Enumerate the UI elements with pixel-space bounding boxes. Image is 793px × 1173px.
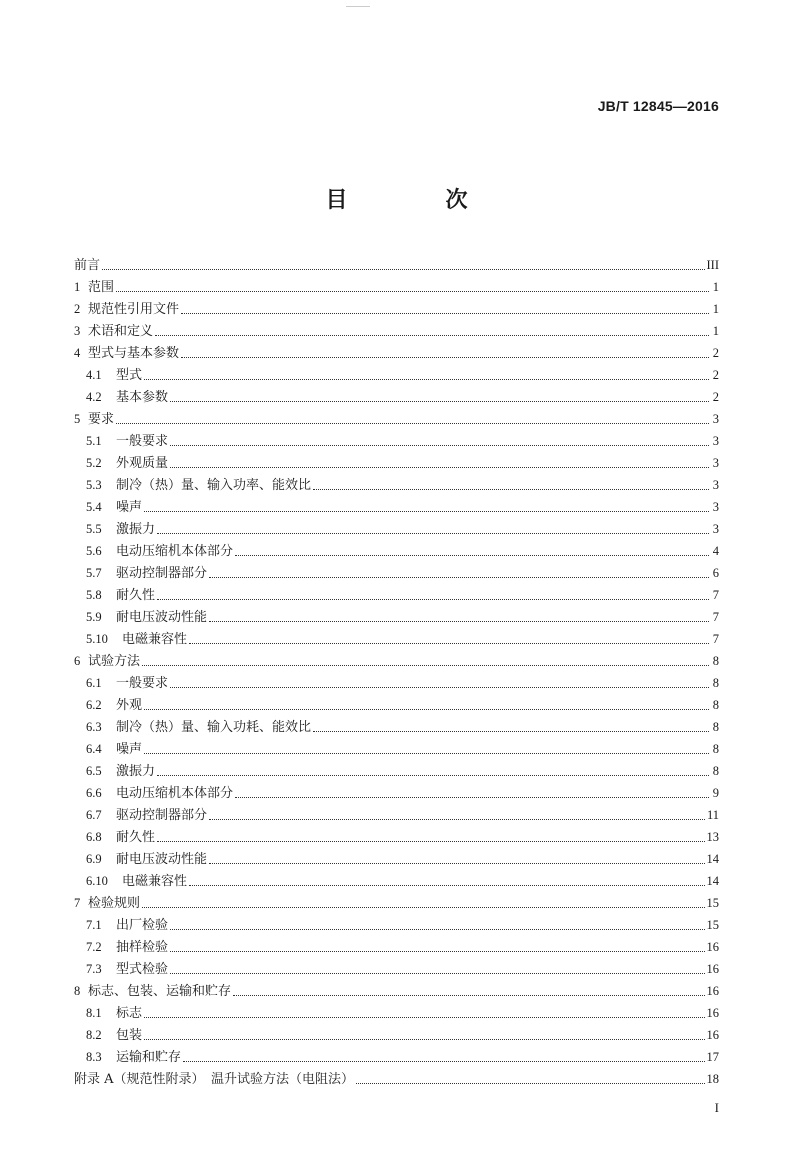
toc-entry-page: 8 xyxy=(712,698,719,712)
toc-entry[interactable] xyxy=(74,980,719,1002)
toc-entry-title: 电动压缩机本体部分 xyxy=(116,786,234,801)
dot-leader xyxy=(102,268,704,270)
toc-entry[interactable] xyxy=(74,1002,719,1024)
dot-leader xyxy=(157,840,704,842)
toc-entry-page: 8 xyxy=(712,742,719,756)
toc-entry-number: 6.1 xyxy=(86,676,102,690)
standard-code: JB/T 12845—2016 xyxy=(597,98,719,114)
toc-entry-page: 15 xyxy=(706,918,719,932)
toc-entry[interactable] xyxy=(74,848,719,870)
toc-entry-page: 4 xyxy=(712,544,719,558)
toc-entry-page: 3 xyxy=(712,412,719,426)
toc-entry[interactable] xyxy=(74,892,719,914)
toc-entry-page: 14 xyxy=(706,874,719,888)
toc-entry-title: 包装 xyxy=(116,1028,143,1043)
toc-entry-title: 激振力 xyxy=(116,764,156,779)
toc-entry[interactable] xyxy=(74,804,719,826)
toc-entry-number: 6.4 xyxy=(86,742,102,756)
toc-entry-number: 5.8 xyxy=(86,588,102,602)
toc-entry-page: 18 xyxy=(706,1072,719,1086)
toc-entry-title: 驱动控制器部分 xyxy=(116,566,208,581)
toc-entry-page: 16 xyxy=(706,1006,719,1020)
dot-leader xyxy=(142,664,709,666)
toc-entry-title: 范围 xyxy=(88,280,115,295)
dot-leader xyxy=(313,488,709,490)
dot-leader xyxy=(170,928,704,930)
dot-leader xyxy=(170,444,709,446)
toc-entry-number: 5.3 xyxy=(86,478,102,492)
toc-entry-page: 2 xyxy=(712,368,719,382)
dot-leader xyxy=(181,356,709,358)
toc-entry[interactable] xyxy=(74,826,719,848)
toc-entry-page: 6 xyxy=(712,566,719,580)
toc-entry[interactable] xyxy=(74,606,719,628)
toc-entry-number: 5.9 xyxy=(86,610,102,624)
toc-entry-title: 检验规则 xyxy=(88,896,141,911)
dot-leader xyxy=(189,884,704,886)
toc-entry-number: 8 xyxy=(74,984,81,998)
toc-entry-number: 6.10 xyxy=(86,874,108,888)
toc-entry-number: 7 xyxy=(74,896,81,910)
toc-entry[interactable] xyxy=(74,298,719,320)
toc-entry[interactable] xyxy=(74,518,719,540)
toc-entry-number: 5.2 xyxy=(86,456,102,470)
dot-leader xyxy=(209,620,709,622)
dot-leader xyxy=(144,510,709,512)
toc-entry-title: 试验方法 xyxy=(88,654,141,669)
dot-leader xyxy=(157,598,709,600)
dot-leader xyxy=(233,994,704,996)
dot-leader xyxy=(235,554,709,556)
toc-entry-page: 1 xyxy=(712,324,719,338)
toc-entry-title: 电磁兼容性 xyxy=(122,874,188,889)
dot-leader xyxy=(144,708,709,710)
page-title: 目 次 xyxy=(325,187,506,213)
dot-leader xyxy=(144,1038,704,1040)
toc-entry-number: 3 xyxy=(74,324,81,338)
toc-entry-title: 基本参数 xyxy=(116,390,169,405)
dot-leader xyxy=(157,774,709,776)
toc-entry-title: 耐电压波动性能 xyxy=(116,610,208,625)
toc-entry-page: 1 xyxy=(712,302,719,316)
toc-entry-title: 噪声 xyxy=(116,742,143,757)
toc-entry-page: 3 xyxy=(712,478,719,492)
toc-entry-title: 制冷（热）量、输入功耗、能效比 xyxy=(116,720,312,735)
toc-entry-page: 16 xyxy=(706,984,719,998)
toc-entry[interactable] xyxy=(74,1068,719,1090)
toc-entry[interactable] xyxy=(74,936,719,958)
toc-entry[interactable] xyxy=(74,914,719,936)
toc-entry[interactable] xyxy=(74,1024,719,1046)
dot-leader xyxy=(170,400,709,402)
toc-entry-title: 附录 A（规范性附录） 温升试验方法（电阻法） xyxy=(74,1072,355,1087)
toc-entry-page: 7 xyxy=(712,632,719,646)
toc-entry-title: 标志 xyxy=(116,1006,143,1021)
dot-leader xyxy=(170,466,709,468)
toc-entry[interactable] xyxy=(74,958,719,980)
toc-entry-page: 9 xyxy=(712,786,719,800)
toc-entry-page: 2 xyxy=(712,390,719,404)
dot-leader xyxy=(356,1082,704,1084)
toc-entry-number: 6.9 xyxy=(86,852,102,866)
toc-entry-title: 型式 xyxy=(116,368,143,383)
toc-entry[interactable] xyxy=(74,540,719,562)
toc-entry[interactable] xyxy=(74,452,719,474)
toc-entry-number: 6.8 xyxy=(86,830,102,844)
dot-leader xyxy=(144,752,709,754)
dot-leader xyxy=(116,422,709,424)
toc-entry-number: 1 xyxy=(74,280,81,294)
toc-entry-page: 1 xyxy=(712,280,719,294)
toc-entry[interactable] xyxy=(74,1046,719,1068)
toc-entry[interactable] xyxy=(74,870,719,892)
toc-entry-number: 6.5 xyxy=(86,764,102,778)
toc-entry-number: 4.1 xyxy=(86,368,102,382)
page-number: I xyxy=(714,1100,719,1115)
toc-entry-page: 16 xyxy=(706,962,719,976)
toc-entry-title: 规范性引用文件 xyxy=(88,302,180,317)
toc-entry-number: 6.7 xyxy=(86,808,102,822)
toc-entry-title: 激振力 xyxy=(116,522,156,537)
toc-entry-title: 要求 xyxy=(88,412,115,427)
toc-entry-title: 抽样检验 xyxy=(116,940,169,955)
toc-entry-number: 4 xyxy=(74,346,81,360)
toc-entry-title: 电动压缩机本体部分 xyxy=(116,544,234,559)
toc-entry-page: 13 xyxy=(706,830,719,844)
toc-entry-title: 运输和贮存 xyxy=(116,1050,182,1065)
top-edge-mark xyxy=(346,0,370,7)
toc-entry-title: 噪声 xyxy=(116,500,143,515)
toc-entry[interactable] xyxy=(74,738,719,760)
toc-entry-page: 8 xyxy=(712,764,719,778)
toc-entry-number: 5.6 xyxy=(86,544,102,558)
dot-leader xyxy=(144,378,709,380)
toc-entry[interactable] xyxy=(74,694,719,716)
toc-entry[interactable] xyxy=(74,430,719,452)
toc-entry[interactable] xyxy=(74,364,719,386)
dot-leader xyxy=(157,532,709,534)
toc-entry-page: 3 xyxy=(712,500,719,514)
toc-entry-page: 8 xyxy=(712,720,719,734)
toc-entry-page: 17 xyxy=(706,1050,719,1064)
toc-entry[interactable] xyxy=(74,716,719,738)
dot-leader xyxy=(144,1016,704,1018)
toc-entry-number: 5.1 xyxy=(86,434,102,448)
toc-entry-number: 5 xyxy=(74,412,81,426)
dot-leader xyxy=(155,334,709,336)
toc-entry-page: 7 xyxy=(712,610,719,624)
table-of-contents xyxy=(74,254,719,1090)
toc-entry-number: 5.5 xyxy=(86,522,102,536)
dot-leader xyxy=(235,796,709,798)
dot-leader xyxy=(170,950,704,952)
toc-entry-title: 标志、包装、运输和贮存 xyxy=(88,984,232,999)
toc-entry[interactable] xyxy=(74,474,719,496)
toc-entry-number: 2 xyxy=(74,302,81,316)
toc-entry-page: 15 xyxy=(706,896,719,910)
dot-leader xyxy=(170,686,709,688)
toc-entry-title: 耐久性 xyxy=(116,830,156,845)
dot-leader xyxy=(209,862,704,864)
toc-entry-page: 8 xyxy=(712,676,719,690)
toc-entry[interactable] xyxy=(74,254,719,276)
toc-entry-title: 驱动控制器部分 xyxy=(116,808,208,823)
toc-entry[interactable] xyxy=(74,276,719,298)
toc-entry[interactable] xyxy=(74,782,719,804)
dot-leader xyxy=(142,906,704,908)
toc-entry[interactable] xyxy=(74,628,719,650)
toc-entry-page: 8 xyxy=(712,654,719,668)
toc-entry[interactable] xyxy=(74,584,719,606)
toc-entry[interactable] xyxy=(74,408,719,430)
toc-entry-number: 4.2 xyxy=(86,390,102,404)
toc-entry-title: 外观 xyxy=(116,698,143,713)
dot-leader xyxy=(181,312,709,314)
dot-leader xyxy=(209,818,705,820)
toc-entry[interactable] xyxy=(74,342,719,364)
toc-entry-page: III xyxy=(706,258,719,272)
toc-entry-page: 7 xyxy=(712,588,719,602)
toc-entry-page: 3 xyxy=(712,456,719,470)
toc-entry[interactable] xyxy=(74,320,719,342)
toc-entry-number: 5.4 xyxy=(86,500,102,514)
toc-entry-page: 16 xyxy=(706,1028,719,1042)
toc-entry-page: 3 xyxy=(712,522,719,536)
toc-entry-title: 一般要求 xyxy=(116,434,169,449)
toc-entry-number: 7.1 xyxy=(86,918,102,932)
toc-entry[interactable] xyxy=(74,386,719,408)
dot-leader xyxy=(170,972,704,974)
toc-entry-title: 耐久性 xyxy=(116,588,156,603)
toc-entry-number: 8.2 xyxy=(86,1028,102,1042)
toc-entry-title: 术语和定义 xyxy=(88,324,154,339)
dot-leader xyxy=(209,576,709,578)
toc-entry[interactable] xyxy=(74,760,719,782)
toc-entry-number: 6.2 xyxy=(86,698,102,712)
toc-entry-title: 耐电压波动性能 xyxy=(116,852,208,867)
toc-entry-page: 2 xyxy=(712,346,719,360)
dot-leader xyxy=(116,290,709,292)
dot-leader xyxy=(313,730,709,732)
toc-entry-title: 型式检验 xyxy=(116,962,169,977)
toc-entry-number: 7.3 xyxy=(86,962,102,976)
toc-entry-title: 前言 xyxy=(74,258,101,273)
toc-entry-number: 8.3 xyxy=(86,1050,102,1064)
toc-entry-page: 14 xyxy=(706,852,719,866)
toc-entry-title: 制冷（热）量、输入功率、能效比 xyxy=(116,478,312,493)
toc-entry-title: 电磁兼容性 xyxy=(122,632,188,647)
toc-entry-title: 型式与基本参数 xyxy=(88,346,180,361)
toc-entry-number: 5.7 xyxy=(86,566,102,580)
toc-entry-page: 11 xyxy=(706,808,719,822)
toc-entry-number: 5.10 xyxy=(86,632,108,646)
toc-entry-title: 外观质量 xyxy=(116,456,169,471)
toc-entry-title: 一般要求 xyxy=(116,676,169,691)
toc-entry[interactable] xyxy=(74,672,719,694)
toc-entry[interactable] xyxy=(74,496,719,518)
toc-entry[interactable] xyxy=(74,650,719,672)
toc-entry-page: 16 xyxy=(706,940,719,954)
toc-entry-number: 6.3 xyxy=(86,720,102,734)
toc-entry-number: 8.1 xyxy=(86,1006,102,1020)
dot-leader xyxy=(189,642,709,644)
dot-leader xyxy=(183,1060,704,1062)
toc-entry-number: 7.2 xyxy=(86,940,102,954)
toc-entry-number: 6.6 xyxy=(86,786,102,800)
toc-entry-page: 3 xyxy=(712,434,719,448)
toc-entry-number: 6 xyxy=(74,654,81,668)
toc-entry-title: 出厂检验 xyxy=(116,918,169,933)
toc-entry[interactable] xyxy=(74,562,719,584)
